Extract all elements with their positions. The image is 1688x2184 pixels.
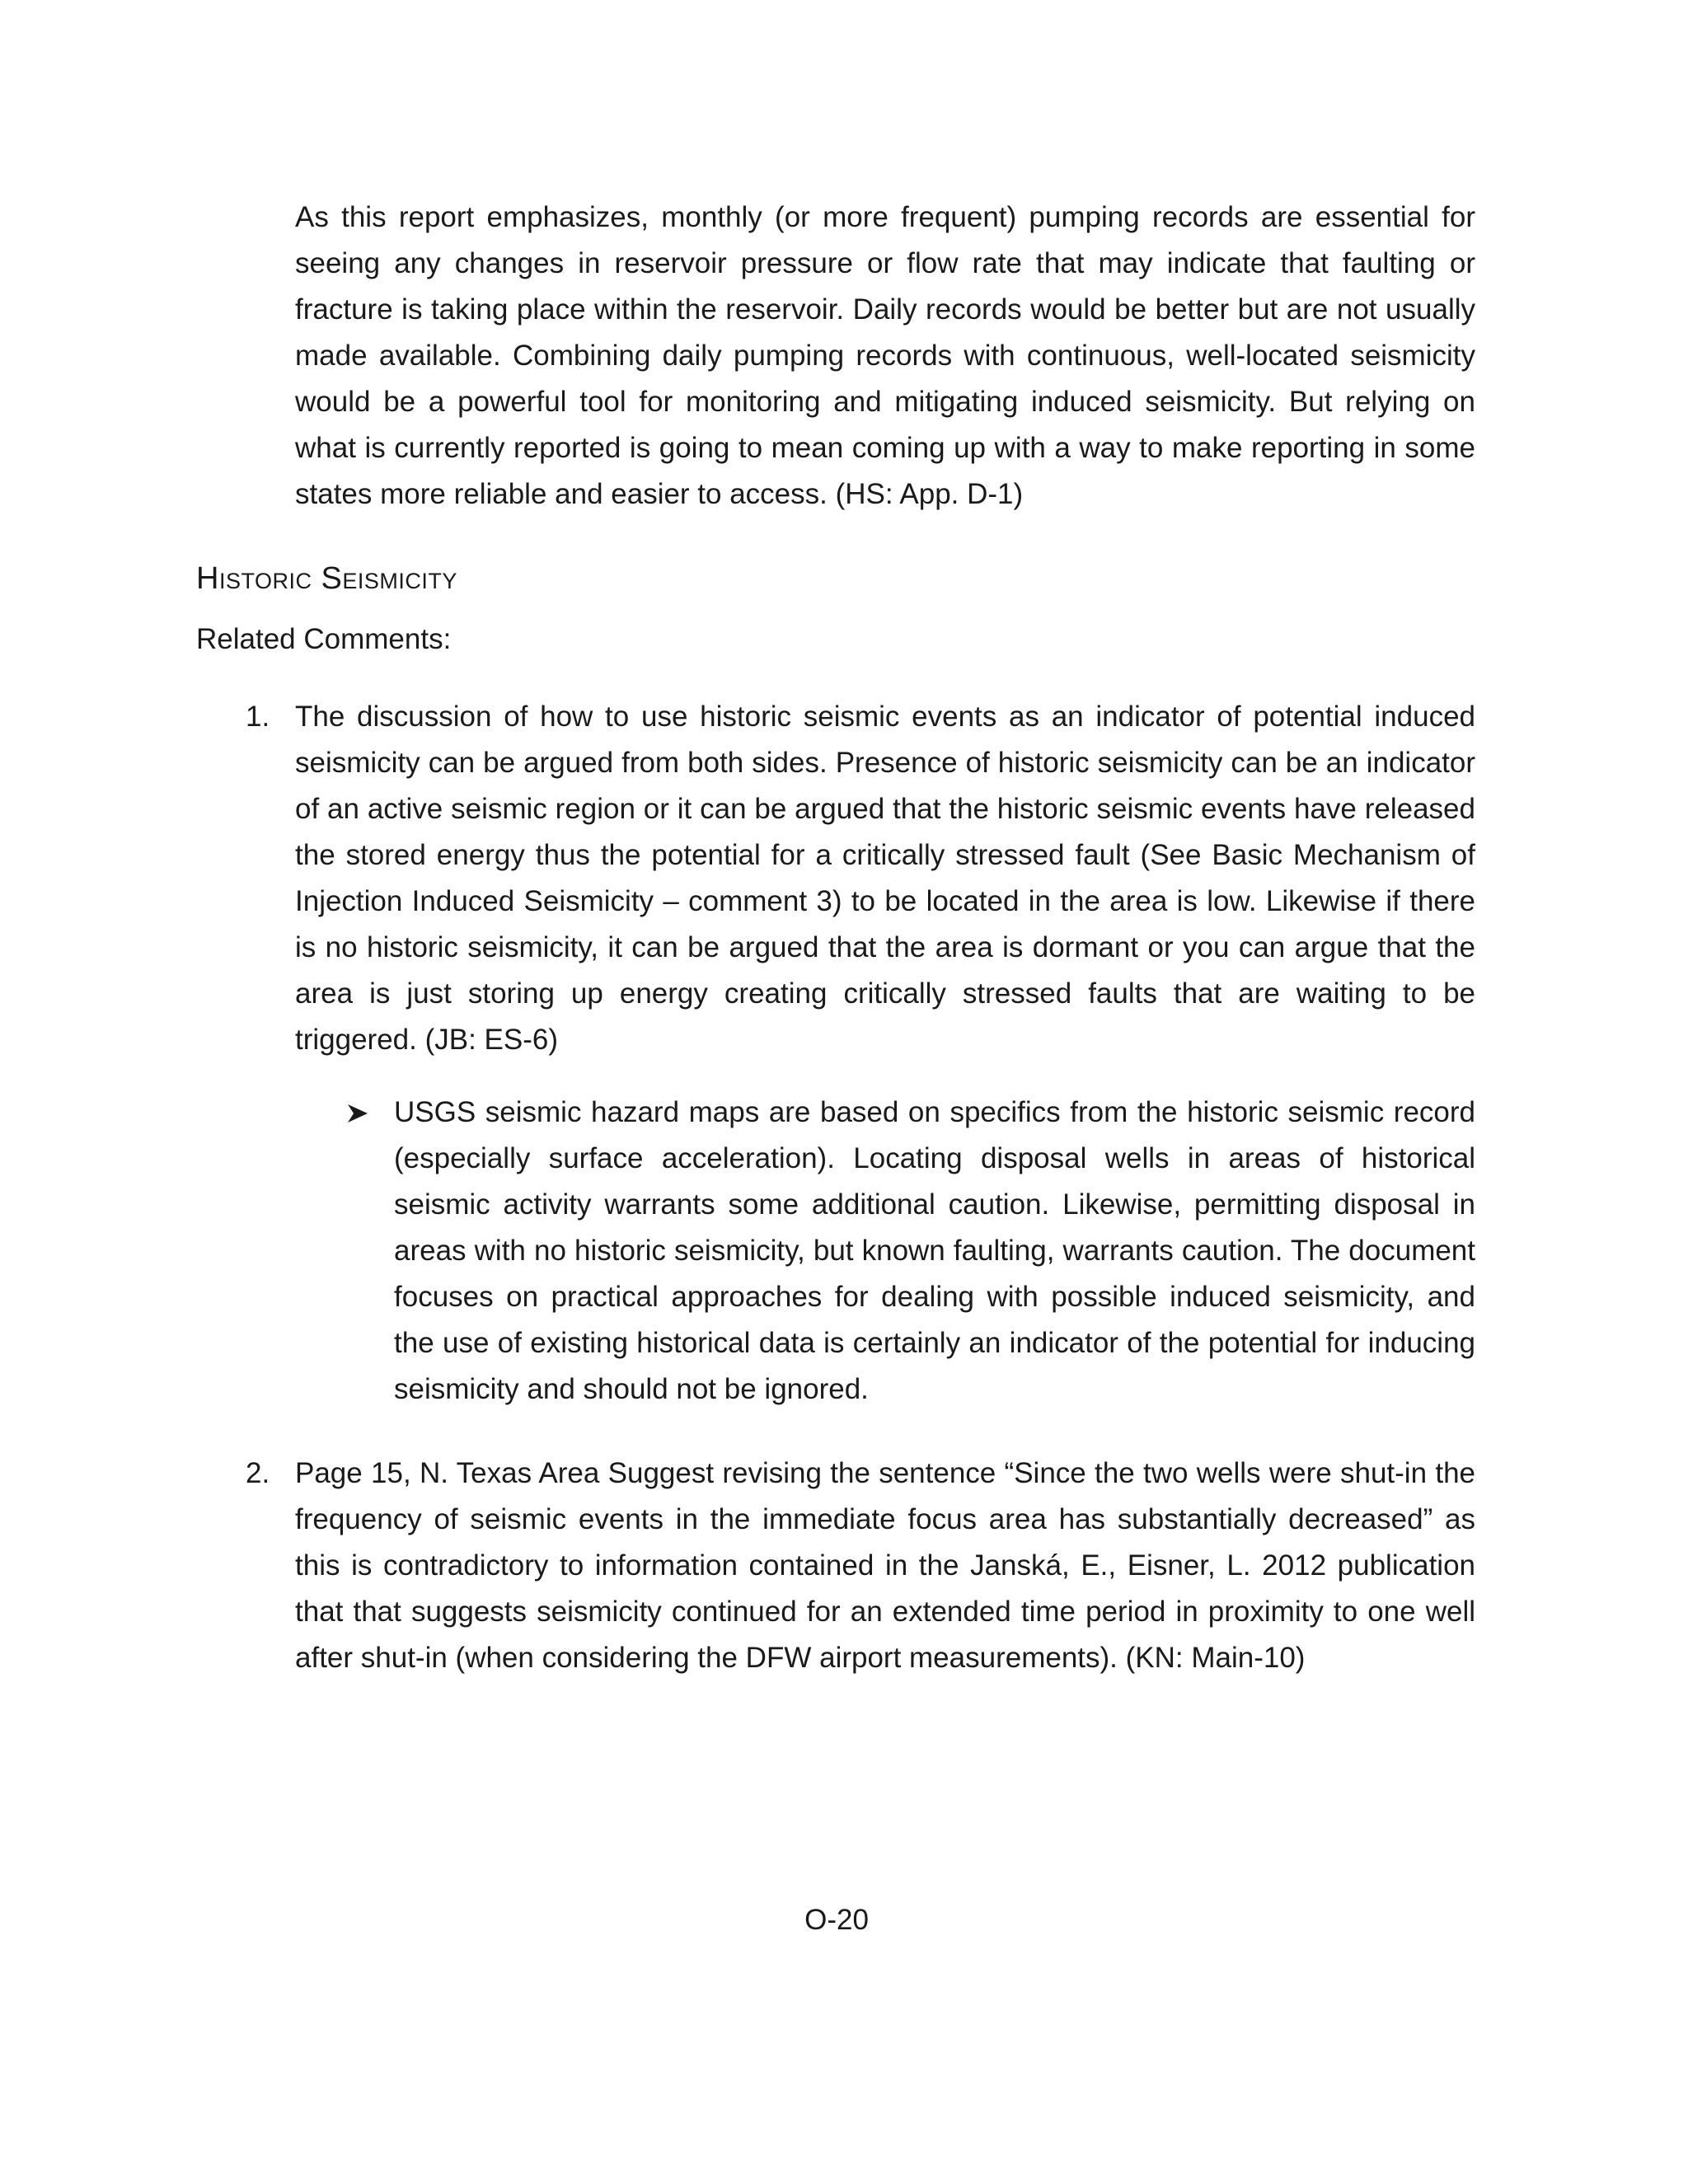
response-text: USGS seismic hazard maps are based on specifics from the historic seismic record (especially surface acceleration). Locating disposal wells in areas of historical seismic activity warrants some additional caution. Likewise, permitting disposal in areas with no historic seismicity, but known faulting, warrants caution. The document focuses on practical approaches for dealing with possible induced seismicity, and the use of existing historical data is certainly an indicator of the potential for inducing seismicity and should not be ignored. xyxy=(394,1096,1475,1405)
list-item-text: Page 15, N. Texas Area Suggest revising the sentence “Since the two wells were shut-in the frequency of seismic events in the immediate focus area has substantially decreased” as this is contradictory to information contained in the Janská, E., Eisner, L. 2012 publication that that suggests seismicity continued for an extended time period in proximity to one well after shut-in (when considering the DFW airport measurements). (KN: Main-10) xyxy=(295,1457,1475,1674)
list-item-number: 1. xyxy=(246,701,270,733)
page-number: O-20 xyxy=(804,1904,869,1936)
list-item xyxy=(295,694,1475,1063)
list-item-text: The discussion of how to use historic seismic events as an indicator of potential induced seismicity can be argued from both sides. Presence of historic seismicity can be an indicator of an active seismic region or it can be argued that the historic seismic events have released the stored energy thus the potential for a critically stressed fault (See Basic Mechanism of Injection Induced Seismicity – comment 3) to be located in the area is low. Likewise if there is no historic seismicity, it can be argued that the area is dormant or you can argue that the area is just storing up energy creating critically stressed faults that are waiting to be triggered. (JB: ES-6) xyxy=(295,701,1475,1056)
intro-text: As this report emphasizes, monthly (or more frequent) pumping records are essential for seeing any changes in reservoir pressure or flow rate that may indicate that faulting or fracture is taking place within the reservoir. Daily records would be better but are not usually made available. Combining daily pumping records with continuous, well-located seismicity would be a powerful tool for monitoring and mitigating induced seismicity. But relying on what is currently reported is going to mean coming up with a way to make reporting in some states more reliable and easier to access. (HS: App. D-1) xyxy=(295,201,1475,510)
related-comments-label: Related Comments: xyxy=(196,623,452,655)
list-item-number: 2. xyxy=(246,1457,270,1489)
arrowhead-bullet-icon xyxy=(345,1090,371,1136)
list-item xyxy=(295,1451,1475,1681)
response-paragraph xyxy=(394,1090,1475,1413)
intro-paragraph xyxy=(295,194,1475,518)
section-heading: Historic Seismicity xyxy=(196,561,457,596)
